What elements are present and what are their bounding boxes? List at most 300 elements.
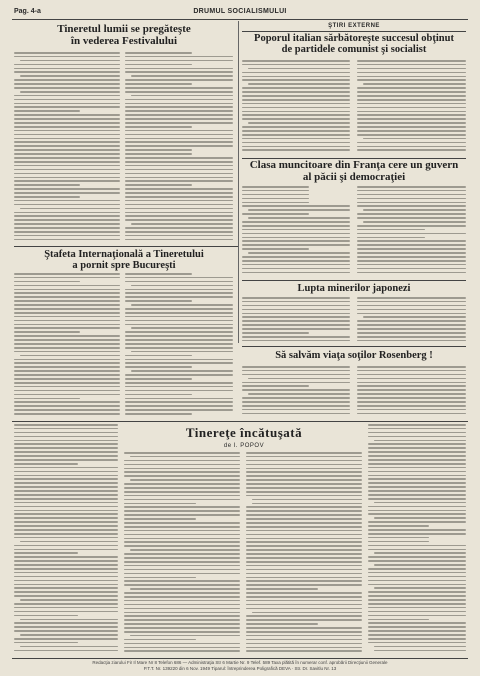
text-line: [20, 634, 118, 636]
text-line: [125, 374, 233, 376]
text-line: [242, 95, 350, 97]
text-line: [368, 459, 466, 461]
text-line: [357, 229, 425, 231]
text-line: [125, 130, 233, 132]
text-line: [14, 626, 118, 628]
text-line: [124, 503, 196, 505]
text-line: [246, 452, 362, 454]
text-line: [14, 231, 120, 233]
text-line: [131, 75, 233, 77]
text-line: [14, 281, 80, 283]
text-line: [14, 87, 120, 89]
text-line: [357, 301, 466, 303]
text-line: [357, 378, 466, 380]
text-line: [368, 475, 466, 477]
kicker-rule: [242, 31, 466, 32]
text-line: [125, 335, 233, 337]
text-line: [368, 607, 466, 609]
text-line: [124, 580, 240, 582]
text-line: [14, 390, 120, 392]
text-line: [14, 432, 118, 434]
text-line: [252, 612, 362, 614]
text-line: [14, 351, 120, 353]
text-line: [357, 374, 466, 376]
text-line: [125, 87, 233, 89]
text-line: [246, 530, 362, 532]
text-line: [374, 587, 466, 589]
text-line: [14, 296, 120, 298]
text-line: [368, 603, 466, 605]
text-line: [14, 560, 118, 562]
text-line: [14, 642, 78, 644]
text-line: [124, 545, 240, 547]
article-body: [368, 424, 466, 656]
text-line: [246, 460, 362, 462]
text-line: [357, 194, 466, 196]
text-line: [242, 87, 350, 89]
text-line: [357, 264, 466, 266]
text-line: [14, 572, 118, 574]
text-line: [368, 541, 429, 543]
text-line: [242, 248, 309, 250]
article-rule: [14, 246, 238, 247]
text-line: [14, 486, 118, 488]
text-line: [242, 202, 309, 204]
text-line: [368, 537, 429, 539]
text-line: [130, 479, 240, 481]
text-line: [14, 235, 120, 237]
text-line: [357, 320, 466, 322]
text-line: [14, 110, 80, 112]
text-line: [125, 126, 192, 128]
text-line: [125, 204, 233, 206]
text-line: [248, 217, 350, 219]
text-line: [125, 324, 233, 326]
text-line: [124, 608, 240, 610]
text-line: [248, 393, 350, 395]
text-line: [246, 623, 318, 625]
text-line: [242, 76, 350, 78]
text-line: [242, 320, 350, 322]
text-line: [242, 336, 350, 338]
text-line: [357, 397, 466, 399]
text-line: [246, 506, 362, 508]
text-line: [246, 588, 318, 590]
text-line: [357, 370, 466, 372]
text-line: [14, 409, 120, 411]
text-line: [125, 347, 233, 349]
text-line: [242, 401, 350, 403]
text-line: [125, 343, 233, 345]
text-line: [14, 56, 120, 58]
text-line: [242, 79, 350, 81]
text-line: [125, 188, 233, 190]
text-line: [357, 256, 466, 258]
text-line: [14, 580, 118, 582]
text-line: [14, 451, 118, 453]
text-line: [368, 572, 466, 574]
text-line: [357, 405, 466, 407]
text-line: [14, 347, 120, 349]
text-line: [242, 272, 350, 274]
text-line: [125, 378, 192, 380]
text-line: [368, 580, 466, 582]
text-line: [14, 622, 118, 624]
text-line: [357, 198, 466, 200]
text-line: [242, 126, 350, 128]
text-line: [125, 292, 233, 294]
text-line: [357, 324, 466, 326]
text-line: [368, 506, 466, 508]
text-line: [125, 141, 233, 143]
footer-rule: [12, 658, 468, 659]
text-line: [14, 95, 120, 97]
text-line: [124, 510, 240, 512]
article-body: [14, 52, 120, 245]
text-line: [242, 213, 309, 215]
text-line: [14, 331, 80, 333]
text-line: [14, 525, 118, 527]
text-line: [14, 475, 118, 477]
text-line: [14, 428, 118, 430]
text-line: [131, 351, 233, 353]
text-line: [368, 622, 466, 624]
text-line: [242, 103, 350, 105]
text-line: [125, 64, 192, 66]
text-line: [14, 517, 118, 519]
text-line: [368, 436, 466, 438]
text-line: [14, 103, 120, 105]
text-line: [14, 177, 120, 179]
text-line: [125, 273, 192, 275]
text-line: [242, 146, 350, 148]
text-line: [125, 382, 233, 384]
text-line: [14, 300, 120, 302]
text-line: [125, 281, 233, 283]
byline: de I. POPOV: [223, 443, 265, 449]
text-line: [242, 240, 350, 242]
text-line: [242, 385, 309, 387]
text-line: [124, 491, 240, 493]
text-line: [246, 541, 362, 543]
text-line: [125, 362, 233, 364]
text-line: [242, 382, 350, 384]
text-line: [357, 413, 466, 415]
text-line: [125, 122, 233, 124]
text-line: [357, 393, 466, 395]
text-line: [14, 141, 120, 143]
text-line: [368, 478, 466, 480]
text-line: [124, 514, 240, 516]
text-line: [374, 646, 466, 648]
text-line: [125, 177, 233, 179]
text-line: [125, 215, 233, 217]
text-line: [14, 316, 120, 318]
text-line: [14, 630, 118, 632]
text-line: [14, 607, 118, 609]
text-line: [368, 447, 466, 449]
text-line: [368, 510, 466, 512]
text-line: [125, 300, 192, 302]
article-body: [14, 273, 120, 419]
text-line: [357, 60, 466, 62]
text-line: [124, 499, 240, 501]
text-line: [246, 553, 362, 555]
text-line: [368, 634, 466, 636]
text-line: [125, 227, 233, 229]
text-line: [125, 184, 192, 186]
text-line: [246, 538, 362, 540]
text-line: [357, 366, 466, 368]
text-line: [131, 285, 233, 287]
text-line: [357, 114, 466, 116]
text-line: [20, 646, 118, 648]
text-line: [368, 463, 466, 465]
text-line: [124, 526, 240, 528]
text-line: [242, 233, 350, 235]
text-line: [125, 180, 233, 182]
text-line: [124, 483, 240, 485]
text-line: [357, 111, 466, 113]
text-line: [368, 498, 466, 500]
text-line: [363, 83, 466, 85]
article-body: [124, 452, 240, 656]
text-line: [357, 87, 466, 89]
text-line: [357, 309, 466, 311]
text-line: [368, 533, 466, 535]
article-body: [125, 52, 233, 245]
text-line: [374, 502, 466, 504]
text-line: [125, 394, 192, 396]
text-line: [14, 196, 80, 198]
text-line: [368, 630, 466, 632]
text-line: [368, 591, 466, 593]
text-line: [14, 467, 118, 469]
text-line: [242, 389, 350, 391]
text-line: [124, 534, 240, 536]
text-line: [357, 389, 466, 391]
text-line: [357, 233, 466, 235]
text-line: [242, 149, 350, 151]
text-line: [131, 95, 233, 97]
text-line: [242, 297, 350, 299]
text-line: [14, 463, 78, 465]
text-line: [124, 495, 240, 497]
text-line: [125, 79, 233, 81]
text-line: [242, 221, 350, 223]
text-line: [20, 619, 118, 621]
header-rule: [12, 19, 468, 20]
text-line: [246, 514, 362, 516]
text-line: [14, 545, 118, 547]
text-line: [14, 513, 118, 515]
text-line: [14, 153, 120, 155]
text-line: [363, 316, 466, 318]
text-line: [368, 428, 466, 430]
text-line: [368, 432, 466, 434]
text-line: [368, 490, 466, 492]
text-line: [368, 611, 466, 613]
text-line: [14, 440, 118, 442]
text-line: [125, 68, 233, 70]
text-line: [242, 91, 350, 93]
text-line: [246, 619, 362, 621]
text-line: [242, 111, 350, 113]
text-line: [14, 200, 120, 202]
text-line: [14, 324, 120, 326]
text-line: [14, 552, 78, 554]
text-line: [14, 215, 120, 217]
text-line: [125, 145, 233, 147]
text-line: [125, 312, 233, 314]
text-line: [124, 577, 196, 579]
text-line: [14, 239, 120, 241]
text-line: [357, 126, 466, 128]
text-line: [368, 443, 466, 445]
text-line: [246, 483, 362, 485]
text-line: [357, 240, 466, 242]
text-line: [131, 223, 233, 225]
text-line: [14, 99, 120, 101]
text-line: [125, 169, 233, 171]
text-line: [125, 413, 192, 415]
text-line: [125, 138, 233, 140]
text-line: [14, 455, 118, 457]
text-line: [124, 619, 240, 621]
page-number: Pag. 4-a: [14, 8, 41, 15]
text-line: [125, 390, 233, 392]
text-line: [125, 99, 233, 101]
text-line: [14, 533, 118, 535]
section-kicker: ŞTIRI EXTERNE: [328, 23, 380, 29]
text-line: [246, 545, 362, 547]
text-line: [246, 604, 362, 606]
text-line: [242, 118, 350, 120]
text-line: [130, 588, 240, 590]
text-line: [246, 549, 362, 551]
text-line: [368, 560, 466, 562]
text-line: [242, 366, 350, 368]
text-line: [242, 260, 350, 262]
text-line: [357, 142, 466, 144]
text-line: [14, 576, 118, 578]
text-line: [14, 370, 120, 372]
text-line: [124, 627, 240, 629]
text-line: [368, 556, 466, 558]
text-line: [368, 494, 466, 496]
text-line: [368, 626, 466, 628]
text-line: [14, 362, 120, 364]
text-line: [125, 153, 192, 155]
text-line: [368, 486, 466, 488]
text-line: [14, 482, 118, 484]
text-line: [14, 71, 120, 73]
text-line: [246, 464, 362, 466]
text-line: [14, 173, 120, 175]
text-line: [125, 200, 233, 202]
text-line: [363, 138, 466, 140]
text-line: [246, 615, 362, 617]
text-line: [125, 56, 233, 58]
text-line: [124, 600, 240, 602]
text-line: [374, 440, 466, 442]
text-line: [124, 584, 240, 586]
text-line: [357, 79, 466, 81]
text-line: [368, 595, 466, 597]
text-line: [357, 122, 466, 124]
text-line: [374, 552, 466, 554]
text-line: [125, 359, 233, 361]
text-line: [357, 244, 466, 246]
text-line: [357, 205, 466, 207]
text-line: [357, 385, 466, 387]
text-line: [14, 374, 120, 376]
text-line: [246, 471, 362, 473]
text-line: [131, 327, 233, 329]
text-line: [14, 285, 120, 287]
text-line: [14, 212, 120, 214]
text-line: [363, 221, 466, 223]
text-line: [374, 517, 466, 519]
text-line: [14, 227, 120, 229]
text-line: [124, 565, 240, 567]
text-line: [131, 370, 233, 372]
text-line: [125, 52, 192, 54]
text-line: [368, 599, 466, 601]
text-line: [14, 603, 118, 605]
text-line: [130, 549, 240, 551]
text-line: [242, 370, 350, 372]
text-line: [357, 260, 466, 262]
text-line: [246, 522, 362, 524]
headline-miners: Lupta minerilor japonezi: [297, 283, 411, 294]
text-line: [246, 600, 362, 602]
text-line: [125, 277, 233, 279]
text-line: [246, 468, 362, 470]
text-line: [357, 213, 466, 215]
text-line: [357, 252, 466, 254]
text-line: [14, 188, 120, 190]
text-line: [368, 584, 466, 586]
text-line: [14, 413, 120, 415]
page-header: [14, 6, 466, 18]
text-line: [14, 118, 120, 120]
text-line: [246, 569, 362, 571]
imprint-line-1: Redacţia ziarului Fir Il Mare Nr 8 Telefon 686 — Administraţia Str 6 Martie Nr. 9 Telef. 589 Taxa plătită în numerar conf. aprobării Direcţiunii Generale: [92, 660, 388, 665]
text-line: [125, 320, 233, 322]
text-line: [130, 456, 240, 458]
text-line: [14, 595, 118, 597]
text-line: [246, 479, 362, 481]
text-line: [14, 443, 118, 445]
text-line: [246, 643, 362, 645]
text-line: [242, 229, 350, 231]
text-line: [242, 72, 350, 74]
article-body: [357, 366, 466, 420]
article-rule: [242, 280, 466, 281]
text-line: [125, 386, 233, 388]
text-line: [368, 471, 466, 473]
text-line: [14, 556, 118, 558]
text-line: [14, 126, 120, 128]
text-line: [246, 631, 362, 633]
text-line: [124, 604, 240, 606]
text-line: [242, 264, 350, 266]
text-line: [14, 510, 118, 512]
text-line: [14, 277, 120, 279]
text-line: [14, 502, 118, 504]
text-line: [14, 68, 120, 70]
